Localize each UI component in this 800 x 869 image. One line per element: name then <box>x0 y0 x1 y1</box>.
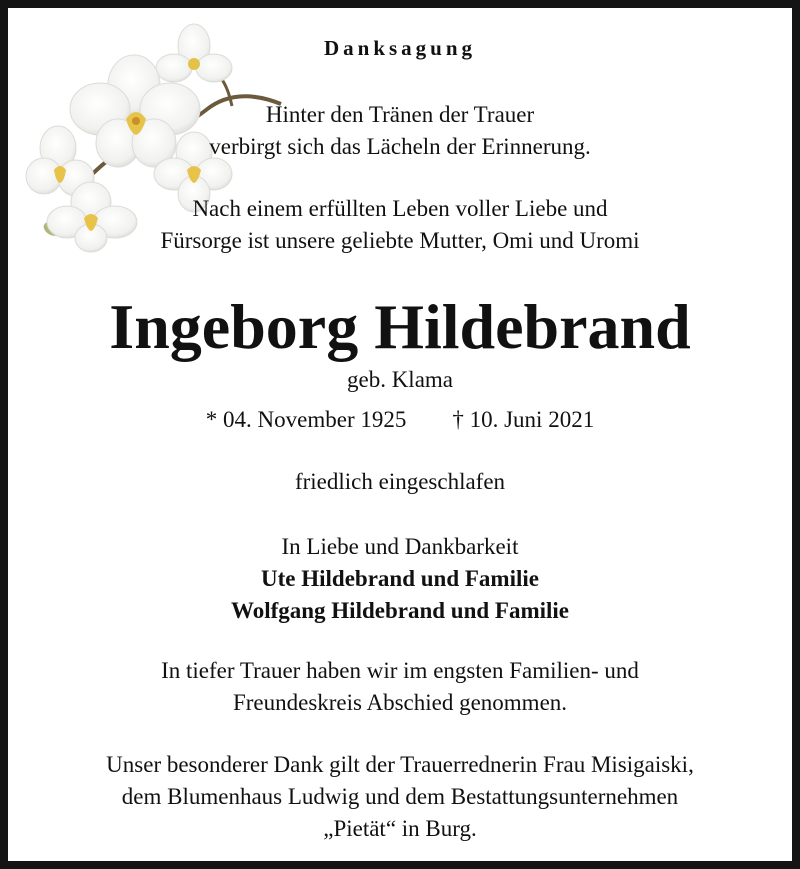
farewell-line-1: In tiefer Trauer haben wir im engsten Familien- und <box>161 658 639 683</box>
death-date: † 10. Juni 2021 <box>452 407 595 432</box>
family-name-1: Ute Hildebrand und Familie <box>261 566 539 591</box>
birth-date: * 04. November 1925 <box>205 407 407 432</box>
thanks-line-1: Unser besonderer Dank gilt der Trauerrednerin Frau Misigaiski, <box>106 752 694 777</box>
life-dates <box>8 404 792 436</box>
signoff-text: In Liebe und Dankbarkeit <box>281 534 519 559</box>
quote-line-2: verbirgt sich das Lächeln der Erinnerung. <box>209 134 591 159</box>
quote-line-1: Hinter den Tränen der Trauer <box>265 102 535 127</box>
deceased-name: Ingeborg Hildebrand <box>109 291 691 362</box>
family-name-2: Wolfgang Hildebrand und Familie <box>230 598 570 623</box>
farewell-line-2: Freundeskreis Abschied genommen. <box>232 690 568 715</box>
maiden-name: geb. Klama <box>346 367 453 392</box>
intro-line-2: Fürsorge ist unsere geliebte Mutter, Omi und Uromi <box>160 228 640 253</box>
thanks-line-2: dem Blumenhaus Ludwig und dem Bestattungsunternehmen <box>121 784 679 809</box>
notice-heading: Danksagung <box>323 36 477 60</box>
thanks-line-3: „Pietät“ in Burg. <box>323 816 477 841</box>
intro-line-1: Nach einem erfüllten Leben voller Liebe und <box>192 196 608 221</box>
passing-text: friedlich eingeschlafen <box>294 469 506 494</box>
